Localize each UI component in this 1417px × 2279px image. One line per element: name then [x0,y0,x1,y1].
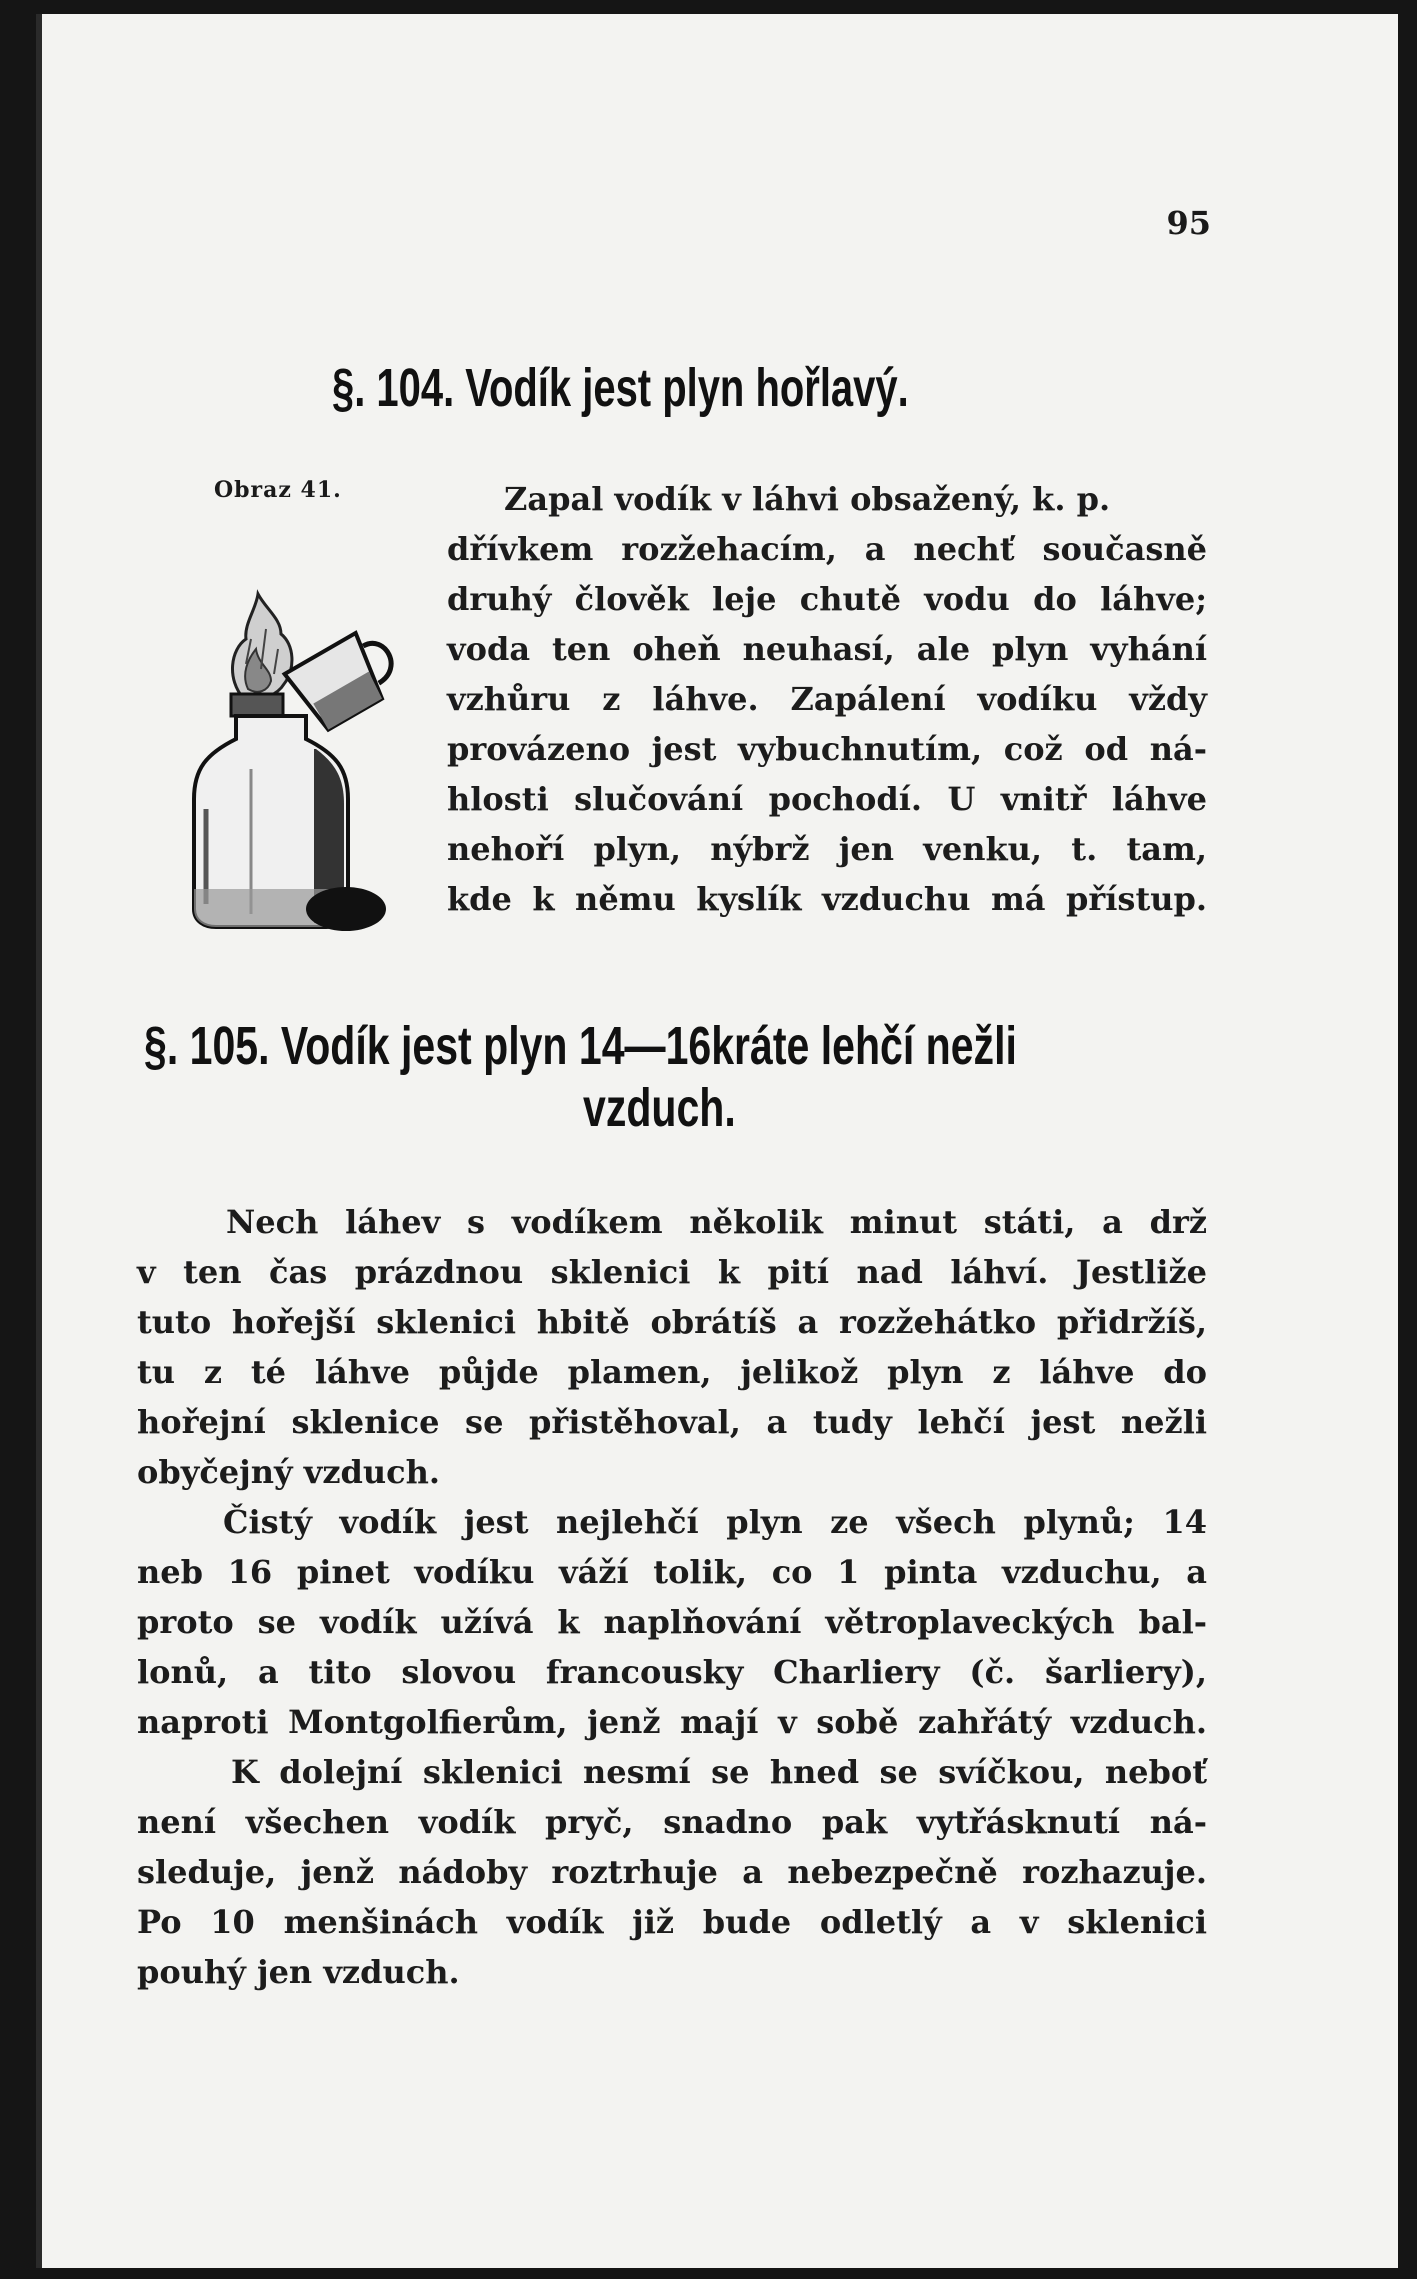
text-line: není všechen vodík pryč, snadno pak vytřásknutí ná- [137,1803,1207,1841]
text-line: obyčejný vzduch. [137,1453,441,1491]
text-line: naproti Montgolfierům, jenž mají v sobě zahřátý vzduch. [137,1703,1207,1741]
section-104-text [447,474,1207,924]
text-line: hořejní sklenice se přistěhoval, a tudy lehčí jest nežli [137,1403,1207,1441]
text-line: vzhůru z láhve. Zapálení vodíku vždy [447,680,1207,718]
text-line: provázeno jest vybuchnutím, což od ná- [447,730,1207,768]
section-105-text [137,1197,1207,1997]
text-line: Čistý vodík jest nejlehčí plyn ze všech plynů; 14 [223,1503,1207,1541]
text-line: kde k němu kyslík vzduchu má přístup. [447,880,1207,918]
text-line: druhý člověk leje chutě vodu do láhve; [447,580,1207,618]
text-line: Po 10 menšinách vodík již bude odletlý a v sklenici [137,1903,1207,1941]
section-104-heading: §. 104. Vodík jest plyn hořlavý. [332,358,909,418]
book-page [36,14,1398,2268]
text-line: hlosti slučování pochodí. U vnitř láhve [447,780,1207,818]
text-line: pouhý jen vzduch. [137,1953,460,1991]
text-line: K dolejní sklenici nesmí se hned se svíčkou, neboť [231,1753,1207,1791]
text-line: tu z té láhve půjde plamen, jelikož plyn z láhve do [137,1353,1207,1391]
section-105-heading: §. 105. Vodík jest plyn 14—16kráte lehčí nežli [144,1016,1017,1076]
figure-label: Obraz 41. [214,477,342,503]
text-line: neb 16 pinet vodíku váží tolik, co 1 pinta vzduchu, a [137,1553,1207,1591]
text-line: Nech láhev s vodíkem několik minut státi, a drž [226,1203,1207,1241]
text-line: tuto hořejší sklenici hbitě obrátíš a rozžehátko přidržíš, [137,1303,1207,1341]
text-line: nehoří plyn, nýbrž jen venku, t. tam, [447,830,1207,868]
text-line: dřívkem rozžehacím, a nechť současně [447,530,1207,568]
text-line: Zapal vodík v láhvi obsažený, k. p. [504,480,1111,518]
bottle-flame-illustration [186,569,426,934]
text-line: proto se vodík užívá k naplňování větroplaveckých bal- [137,1603,1207,1641]
text-line: sleduje, jenž nádoby roztrhuje a nebezpečně rozhazuje. [137,1853,1207,1891]
text-line: v ten čas prázdnou sklenici k pití nad láhví. Jestliže [137,1253,1207,1291]
text-line: voda ten oheň neuhasí, ale plyn vyhání [447,630,1207,668]
page-number: 95 [1166,204,1211,242]
section-105-heading-continuation: vzduch. [583,1078,736,1138]
page-edge-shadow [36,14,42,2268]
text-line: lonů, a tito slovou francousky Charliery (č. šarliery), [137,1653,1207,1691]
